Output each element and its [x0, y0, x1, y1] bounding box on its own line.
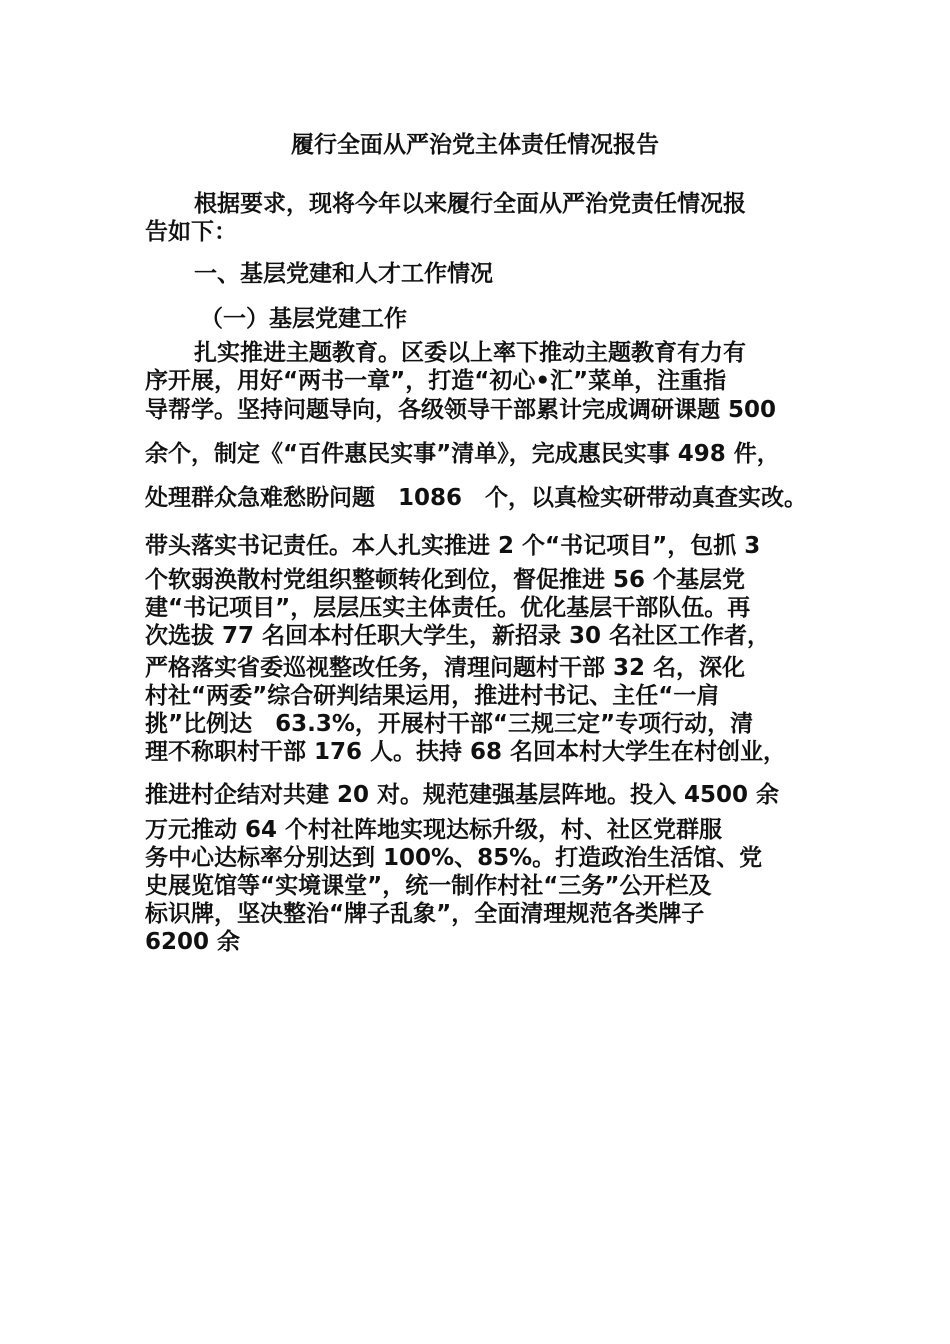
document-title: 履行全面从严治党主体责任情况报告 — [291, 132, 659, 158]
body-line-5: 导帮学。坚持问题导向，各级领导干部累计完成调研课题 500 — [145, 397, 777, 423]
subsection-heading: （一）基层党建工作 — [200, 306, 407, 332]
body-line-7: 处理群众急难愁盼问题 1086 个，以真检实研带动真查实改。 — [145, 485, 808, 511]
body-line-2: 告如下： — [145, 219, 237, 245]
body-line-4: 序开展，用好“两书一章”，打造“初心•汇”菜单，注重指 — [145, 368, 727, 394]
body-line-11: 次选拔 77 名回本村任职大学生，新招录 30 名社区工作者， — [145, 623, 771, 649]
body-line-18: 务中心达标率分别达到 100%、85%。打造政治生活馆、党 — [145, 845, 763, 871]
body-line-15: 理不称职村干部 176 人。扶持 68 名回本村大学生在村创业， — [145, 739, 787, 765]
body-line-12: 严格落实省委巡视整改任务，清理问题村干部 32 名，深化 — [145, 655, 746, 681]
body-line-17: 万元推动 64 个村社阵地实现达标升级，村、社区党群服 — [145, 817, 723, 843]
section-heading: 一、基层党建和人才工作情况 — [194, 261, 493, 287]
body-line-10: 建“书记项目”，层层压实主体责任。优化基层干部队伍。再 — [145, 595, 751, 621]
body-line-9: 个软弱涣散村党组织整顿转化到位，督促推进 56 个基层党 — [145, 567, 746, 593]
body-line-13: 村社“两委”综合研判结果运用，推进村书记、主任“一肩 — [145, 683, 720, 709]
body-line-14: 挑”比例达 63.3%，开展村干部“三规三定”专项行动，清 — [145, 711, 754, 737]
body-line-8: 带头落实书记责任。本人扎实推进 2 个“书记项目”，包抓 3 — [145, 533, 761, 559]
body-line-6: 余个，制定《“百件惠民实事”清单》，完成惠民实事 498 件， — [145, 441, 780, 467]
body-line-1: 根据要求，现将今年以来履行全面从严治党责任情况报 — [194, 191, 746, 217]
body-line-21: 6200 余 — [145, 929, 241, 955]
body-line-19: 史展览馆等“实境课堂”，统一制作村社“三务”公开栏及 — [145, 873, 712, 899]
body-line-3: 扎实推进主题教育。区委以上率下推动主题教育有力有 — [194, 340, 746, 366]
body-line-20: 标识牌，坚决整治“牌子乱象”，全面清理规范各类牌子 — [145, 901, 705, 927]
body-line-16: 推进村企结对共建 20 对。规范建强基层阵地。投入 4500 余 — [145, 782, 780, 808]
